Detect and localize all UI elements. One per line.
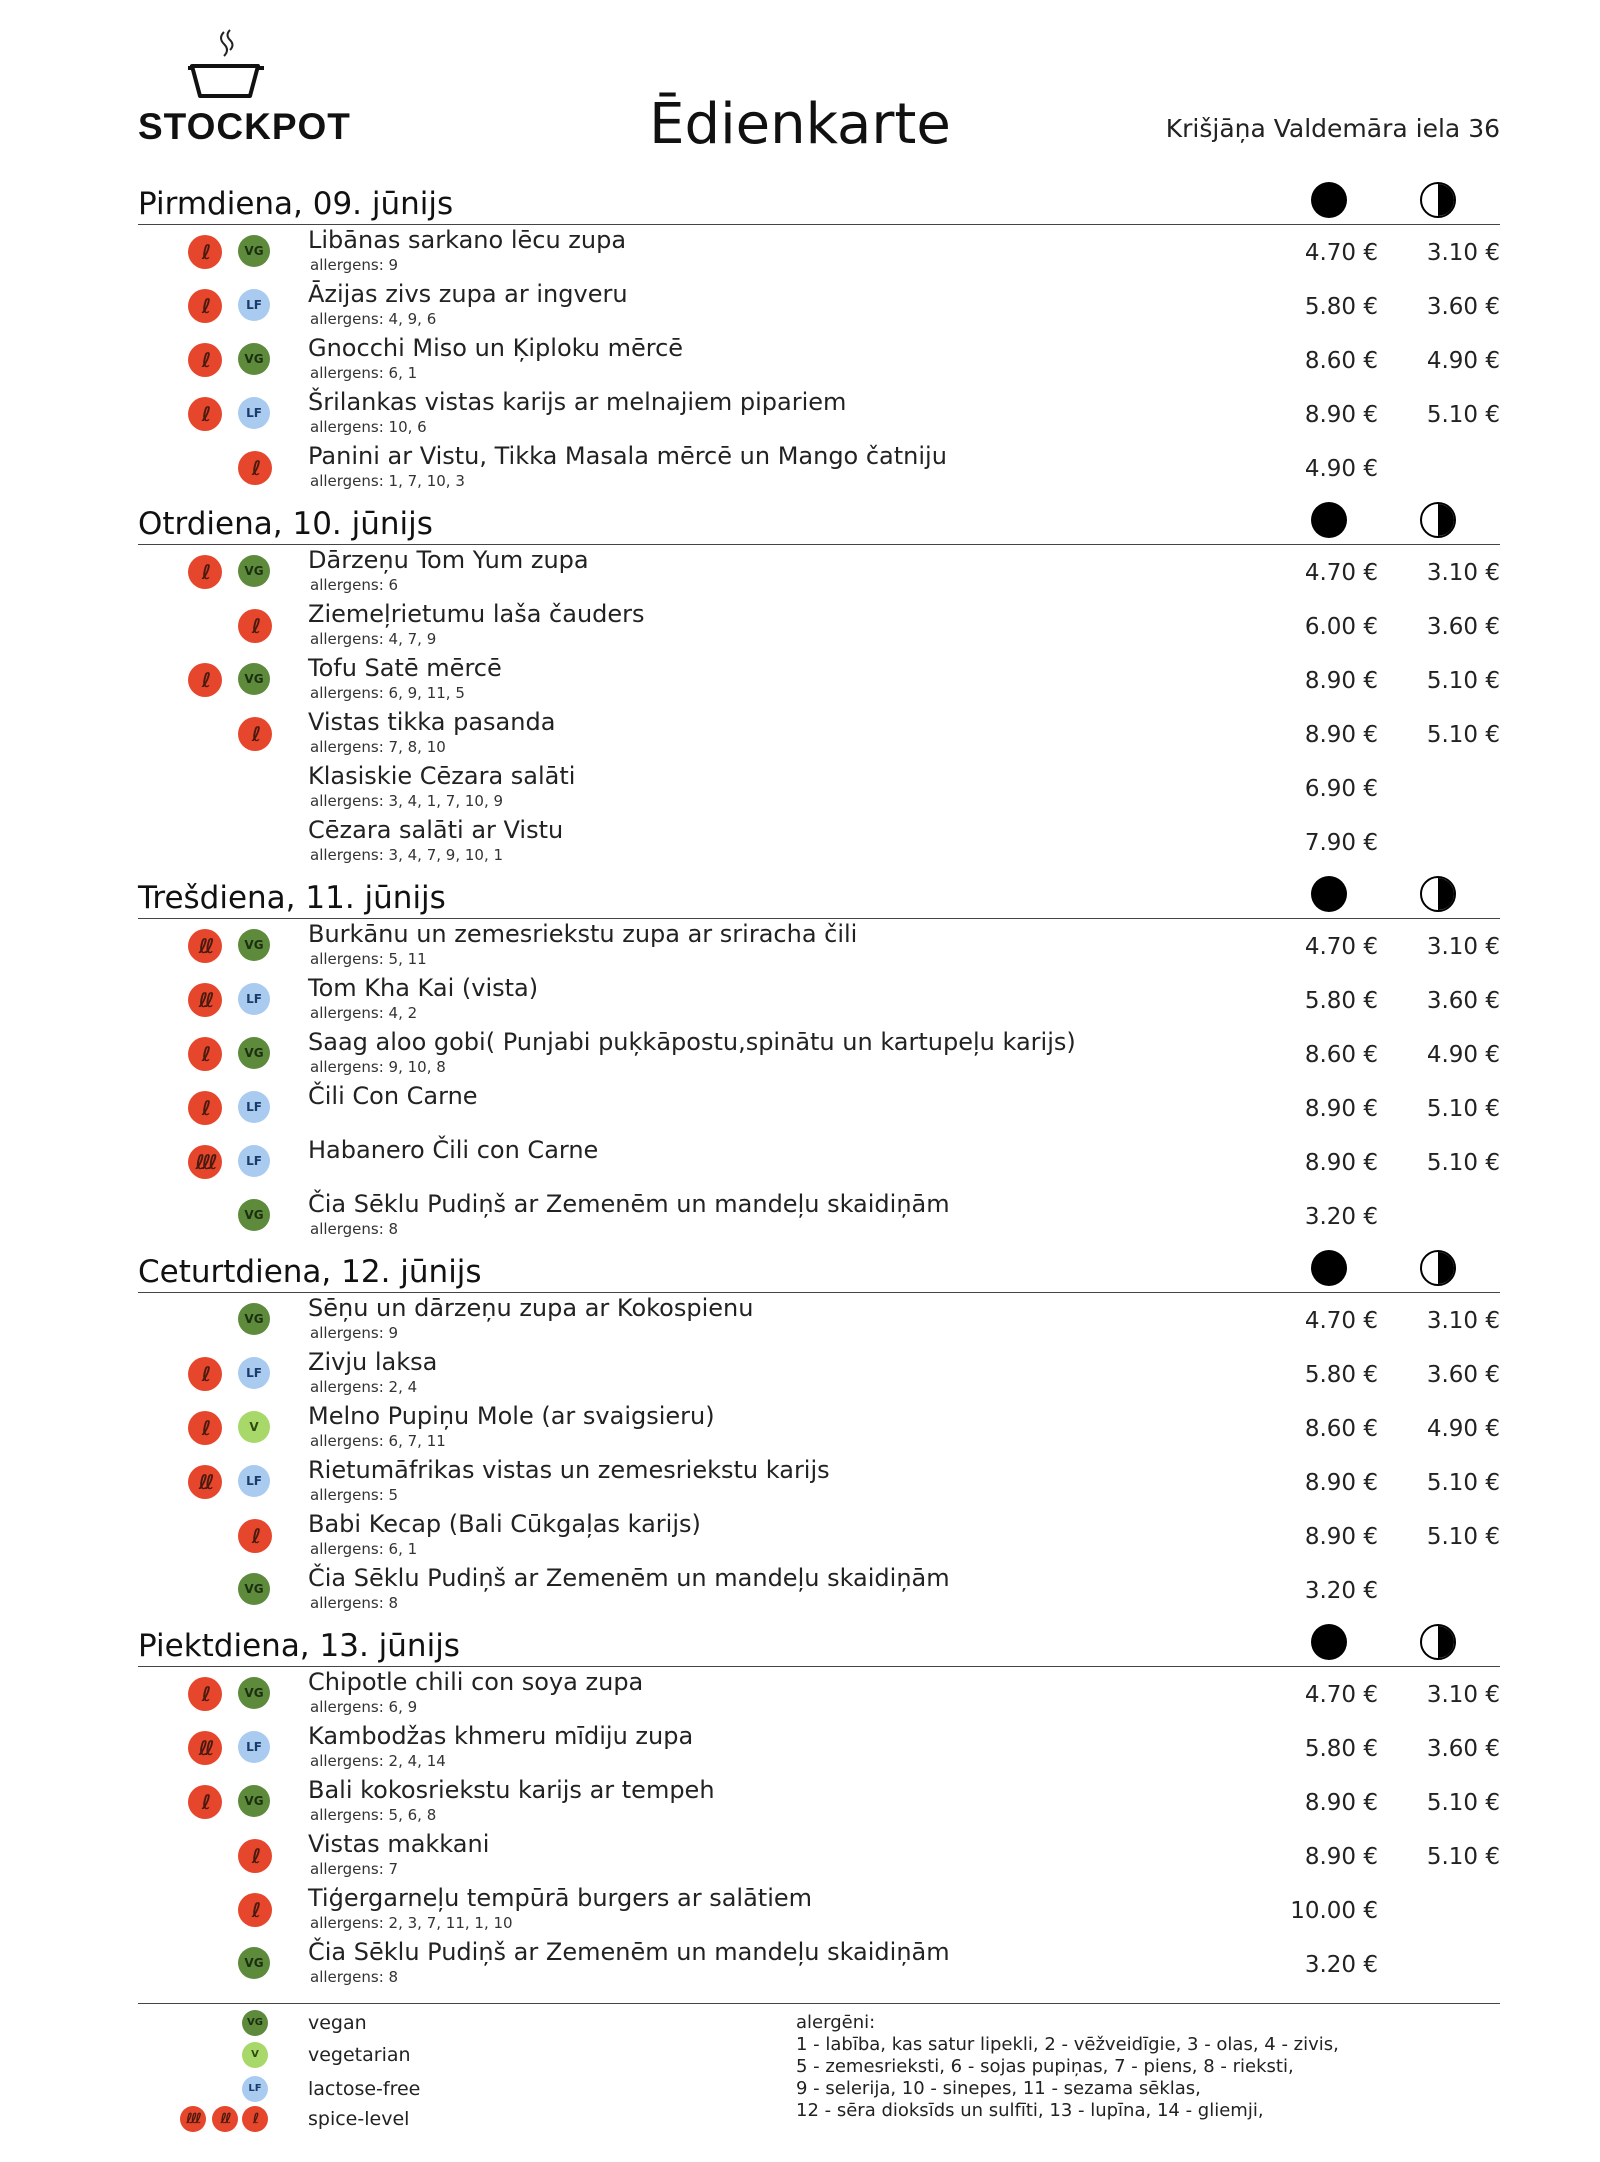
- price-full: 8.90 €: [1304, 1150, 1378, 1176]
- item-allergens: allergens: 2, 3, 7, 11, 1, 10: [310, 1914, 513, 1932]
- vegan-badge-icon: VG: [242, 2010, 268, 2036]
- chili-level-1-icon: ℓ: [188, 1785, 222, 1819]
- item-name: Sēņu un dārzeņu zupa ar Kokospienu: [308, 1294, 754, 1322]
- half-portion-icon: [1420, 182, 1456, 218]
- item-icons: [188, 343, 288, 377]
- item-allergens: allergens: 8: [310, 1968, 399, 1986]
- lactose-free-badge-icon: LF: [238, 1731, 270, 1763]
- item-icons: [188, 929, 288, 963]
- chili-level-2-icon: ℓℓ: [188, 929, 222, 963]
- day-title: Trešdiena, 11. jūnijs: [138, 880, 446, 916]
- menu-item: [138, 1722, 1500, 1780]
- chili-level-1-icon: ℓ: [188, 1357, 222, 1391]
- price-half: 5.10 €: [1426, 1470, 1500, 1496]
- item-icons: [188, 1411, 288, 1445]
- price-full: 8.90 €: [1304, 1790, 1378, 1816]
- item-name: Tofu Satē mērcē: [308, 654, 502, 682]
- price-full: 8.90 €: [1304, 668, 1378, 694]
- item-icons: [188, 663, 288, 697]
- lactose-free-badge-icon: LF: [238, 1145, 270, 1177]
- half-portion-icon: [1420, 1624, 1456, 1660]
- item-name: Rietumāfrikas vistas un zemesriekstu karijs: [308, 1456, 830, 1484]
- menu-item: [138, 708, 1500, 766]
- item-icons: [188, 235, 288, 269]
- price-full: 8.90 €: [1304, 1096, 1378, 1122]
- item-name: Bali kokosriekstu karijs ar tempeh: [308, 1776, 715, 1804]
- lactose-free-badge-icon: LF: [238, 983, 270, 1015]
- item-name: Šrilankas vistas karijs ar melnajiem pipariem: [308, 388, 847, 416]
- item-icons: [188, 1947, 288, 1981]
- menu-item: [138, 1082, 1500, 1140]
- price-half: 5.10 €: [1426, 1844, 1500, 1870]
- day-section: [138, 1622, 1500, 1986]
- item-icons: [188, 825, 288, 859]
- vegan-badge-icon: VG: [238, 343, 270, 375]
- price-full: 8.90 €: [1304, 1844, 1378, 1870]
- menu-item: [138, 1668, 1500, 1726]
- half-portion-icon: [1420, 1250, 1456, 1286]
- legend-spice-level: [138, 2106, 538, 2136]
- price-full: 3.20 €: [1304, 1952, 1378, 1978]
- item-name: Cēzara salāti ar Vistu: [308, 816, 564, 844]
- price-full: 8.60 €: [1304, 348, 1378, 374]
- price-full: 6.90 €: [1304, 776, 1378, 802]
- price-half: 3.10 €: [1426, 1682, 1500, 1708]
- item-name: Habanero Čili con Carne: [308, 1136, 599, 1164]
- day-section: [138, 1248, 1500, 1612]
- price-full: 4.70 €: [1304, 560, 1378, 586]
- menu-item: [138, 334, 1500, 392]
- item-name: Libānas sarkano lēcu zupa: [308, 226, 627, 254]
- price-full: 3.20 €: [1304, 1204, 1378, 1230]
- full-portion-icon: [1311, 1624, 1347, 1660]
- legend-label: vegan: [308, 2012, 367, 2034]
- vegetarian-badge-icon: V: [238, 1411, 270, 1443]
- price-half: 5.10 €: [1426, 1096, 1500, 1122]
- item-allergens: allergens: 3, 4, 1, 7, 10, 9: [310, 792, 504, 810]
- vegan-badge-icon: VG: [238, 555, 270, 587]
- lactose-free-badge-icon: LF: [242, 2076, 268, 2102]
- menu-item: [138, 1564, 1500, 1622]
- item-icons: [188, 1893, 288, 1927]
- day-title: Ceturtdiena, 12. jūnijs: [138, 1254, 482, 1290]
- chili-level-1-icon: ℓ: [238, 609, 272, 643]
- price-full: 4.70 €: [1304, 1682, 1378, 1708]
- price-half: 5.10 €: [1426, 668, 1500, 694]
- chili-level-1-icon: ℓ: [188, 1091, 222, 1125]
- item-name: Āzijas zivs zupa ar ingveru: [308, 280, 628, 308]
- item-name: Melno Pupiņu Mole (ar svaigsieru): [308, 1402, 715, 1430]
- menu-item: [138, 1028, 1500, 1086]
- price-half: 3.10 €: [1426, 240, 1500, 266]
- price-full: 4.70 €: [1304, 1308, 1378, 1334]
- vegan-badge-icon: VG: [238, 1785, 270, 1817]
- item-allergens: allergens: 4, 9, 6: [310, 310, 437, 328]
- allergen-key: [796, 2012, 1396, 2122]
- price-half: 5.10 €: [1426, 1524, 1500, 1550]
- day-header: [138, 500, 1500, 545]
- price-half: 5.10 €: [1426, 402, 1500, 428]
- chili-level-1-icon: ℓ: [242, 2106, 268, 2132]
- item-allergens: allergens: 9: [310, 256, 399, 274]
- chili-level-1-icon: ℓ: [188, 1037, 222, 1071]
- half-portion-icon: [1420, 502, 1456, 538]
- vegan-badge-icon: VG: [238, 663, 270, 695]
- item-allergens: allergens: 4, 7, 9: [310, 630, 437, 648]
- vegetarian-badge-icon: V: [242, 2042, 268, 2068]
- price-half: 3.60 €: [1426, 614, 1500, 640]
- item-icons: [188, 1731, 288, 1765]
- day-title: Otrdiena, 10. jūnijs: [138, 506, 433, 542]
- item-allergens: allergens: 6, 9, 11, 5: [310, 684, 465, 702]
- address: Krišjāņa Valdemāra iela 36: [1165, 114, 1500, 143]
- page-title: Ēdienkarte: [649, 92, 951, 157]
- chili-level-1-icon: ℓ: [188, 555, 222, 589]
- legend: [138, 2010, 538, 2160]
- item-icons: [188, 1785, 288, 1819]
- allergen-key-line: 1 - labība, kas satur lipekli, 2 - vēžveidīgie, 3 - olas, 4 - zivis,: [796, 2034, 1339, 2055]
- menu-item: [138, 1136, 1500, 1194]
- chili-level-1-icon: ℓ: [188, 663, 222, 697]
- item-icons: [188, 1357, 288, 1391]
- item-allergens: allergens: 10, 6: [310, 418, 427, 436]
- menu-item: [138, 442, 1500, 500]
- item-name: Klasiskie Cēzara salāti: [308, 762, 576, 790]
- item-allergens: allergens: 6, 1: [310, 1540, 418, 1558]
- allergen-key-line: 12 - sēra dioksīds un sulfīti, 13 - lupīna, 14 - gliemji,: [796, 2100, 1264, 2121]
- item-name: Saag aloo gobi( Punjabi puķkāpostu,spinātu un kartupeļu karijs): [308, 1028, 1076, 1056]
- item-name: Zivju laksa: [308, 1348, 438, 1376]
- item-allergens: allergens: 6, 1: [310, 364, 418, 382]
- day-header: [138, 874, 1500, 919]
- legend-vegan: [138, 2010, 538, 2040]
- item-icons: [188, 717, 288, 751]
- price-half: 5.10 €: [1426, 1790, 1500, 1816]
- item-name: Panini ar Vistu, Tikka Masala mērcē un Mango čatniju: [308, 442, 947, 470]
- lactose-free-badge-icon: LF: [238, 397, 270, 429]
- lactose-free-badge-icon: LF: [238, 1357, 270, 1389]
- price-half: 3.10 €: [1426, 934, 1500, 960]
- vegan-badge-icon: VG: [238, 235, 270, 267]
- price-full: 10.00 €: [1290, 1898, 1378, 1924]
- menu-item: [138, 226, 1500, 284]
- day-section: [138, 180, 1500, 490]
- price-half: 3.60 €: [1426, 1736, 1500, 1762]
- price-full: 8.60 €: [1304, 1416, 1378, 1442]
- chili-level-1-icon: ℓ: [188, 397, 222, 431]
- item-allergens: allergens: 9: [310, 1324, 399, 1342]
- item-name: Čia Sēklu Pudiņš ar Zemenēm un mandeļu skaidiņām: [308, 1190, 950, 1218]
- full-portion-icon: [1311, 876, 1347, 912]
- item-icons: [188, 983, 288, 1017]
- menu-item: [138, 1938, 1500, 1996]
- legend-label: vegetarian: [308, 2044, 411, 2066]
- item-icons: [188, 771, 288, 805]
- chili-level-2-icon: ℓℓ: [212, 2106, 238, 2132]
- item-icons: [188, 1037, 288, 1071]
- price-half: 4.90 €: [1426, 1416, 1500, 1442]
- menu-item: [138, 1510, 1500, 1568]
- item-allergens: allergens: 2, 4: [310, 1378, 418, 1396]
- menu-item: [138, 1402, 1500, 1460]
- menu-item: [138, 1456, 1500, 1514]
- day-title: Pirmdiena, 09. jūnijs: [138, 186, 454, 222]
- lactose-free-badge-icon: LF: [238, 289, 270, 321]
- item-name: Dārzeņu Tom Yum zupa: [308, 546, 589, 574]
- item-allergens: allergens: 9, 10, 8: [310, 1058, 446, 1076]
- vegan-badge-icon: VG: [238, 1677, 270, 1709]
- item-icons: [188, 609, 288, 643]
- item-name: Babi Kecap (Bali Cūkgaļas karijs): [308, 1510, 701, 1538]
- item-allergens: allergens: 4, 2: [310, 1004, 418, 1022]
- item-name: Vistas tikka pasanda: [308, 708, 556, 736]
- price-half: 4.90 €: [1426, 348, 1500, 374]
- menu-item: [138, 974, 1500, 1032]
- chili-level-1-icon: ℓ: [188, 1677, 222, 1711]
- menu-item: [138, 600, 1500, 658]
- item-allergens: allergens: 6, 7, 11: [310, 1432, 446, 1450]
- lactose-free-badge-icon: LF: [238, 1091, 270, 1123]
- item-allergens: allergens: 2, 4, 14: [310, 1752, 446, 1770]
- chili-level-1-icon: ℓ: [238, 1519, 272, 1553]
- chili-level-2-icon: ℓℓ: [188, 1465, 222, 1499]
- full-portion-icon: [1311, 502, 1347, 538]
- chili-level-1-icon: ℓ: [188, 1411, 222, 1445]
- item-allergens: allergens: 7, 8, 10: [310, 738, 446, 756]
- price-full: 8.90 €: [1304, 402, 1378, 428]
- item-icons: [188, 1839, 288, 1873]
- chili-level-2-icon: ℓℓ: [188, 983, 222, 1017]
- price-full: 8.90 €: [1304, 1470, 1378, 1496]
- item-allergens: allergens: 5, 6, 8: [310, 1806, 437, 1824]
- half-portion-icon: [1420, 876, 1456, 912]
- legend-label: lactose-free: [308, 2078, 421, 2100]
- chili-level-1-icon: ℓ: [188, 343, 222, 377]
- day-header: [138, 1248, 1500, 1293]
- chili-level-3-icon: ℓℓℓ: [188, 1145, 222, 1179]
- price-full: 5.80 €: [1304, 1736, 1378, 1762]
- price-half: 3.10 €: [1426, 560, 1500, 586]
- menu-item: [138, 816, 1500, 874]
- menu-item: [138, 920, 1500, 978]
- full-portion-icon: [1311, 182, 1347, 218]
- chili-level-3-icon: ℓℓℓ: [180, 2106, 206, 2132]
- allergen-key-line: 5 - zemesrieksti, 6 - sojas pupiņas, 7 - piens, 8 - rieksti,: [796, 2056, 1294, 2077]
- item-icons: [188, 451, 288, 485]
- item-name: Chipotle chili con soya zupa: [308, 1668, 644, 1696]
- menu-item: [138, 1190, 1500, 1248]
- allergen-key-title: alergēni:: [796, 2012, 876, 2033]
- vegan-badge-icon: VG: [238, 1573, 270, 1605]
- item-name: Čia Sēklu Pudiņš ar Zemenēm un mandeļu skaidiņām: [308, 1564, 950, 1592]
- legend-label: spice-level: [308, 2108, 410, 2130]
- item-allergens: allergens: 8: [310, 1220, 399, 1238]
- menu-item: [138, 388, 1500, 446]
- item-allergens: allergens: 5, 11: [310, 950, 427, 968]
- day-section: [138, 874, 1500, 1238]
- item-icons: [188, 1199, 288, 1233]
- price-full: 4.90 €: [1304, 456, 1378, 482]
- chili-level-1-icon: ℓ: [238, 451, 272, 485]
- lactose-free-badge-icon: LF: [238, 1465, 270, 1497]
- price-full: 4.70 €: [1304, 934, 1378, 960]
- item-icons: [188, 1145, 288, 1179]
- price-full: 6.00 €: [1304, 614, 1378, 640]
- vegan-badge-icon: VG: [238, 929, 270, 961]
- chili-level-1-icon: ℓ: [188, 235, 222, 269]
- item-name: Burkānu un zemesriekstu zupa ar sriracha čili: [308, 920, 858, 948]
- item-name: Čia Sēklu Pudiņš ar Zemenēm un mandeļu skaidiņām: [308, 1938, 950, 1966]
- price-full: 8.60 €: [1304, 1042, 1378, 1068]
- item-icons: [188, 1519, 288, 1553]
- price-full: 8.90 €: [1304, 1524, 1378, 1550]
- day-section: [138, 500, 1500, 864]
- chili-level-1-icon: ℓ: [238, 1839, 272, 1873]
- price-half: 5.10 €: [1426, 1150, 1500, 1176]
- item-allergens: allergens: 6: [310, 576, 399, 594]
- item-allergens: allergens: 6, 9: [310, 1698, 418, 1716]
- menu-item: [138, 1884, 1500, 1942]
- price-half: 3.60 €: [1426, 294, 1500, 320]
- legend-vegetarian: [138, 2042, 538, 2072]
- item-icons: [188, 1573, 288, 1607]
- day-title: Piektdiena, 13. jūnijs: [138, 1628, 460, 1664]
- price-full: 3.20 €: [1304, 1578, 1378, 1604]
- item-allergens: allergens: 8: [310, 1594, 399, 1612]
- menu-item: [138, 1776, 1500, 1834]
- item-name: Kambodžas khmeru mīdiju zupa: [308, 1722, 694, 1750]
- legend-lactose-free: [138, 2076, 538, 2106]
- menu-item: [138, 762, 1500, 820]
- menu-item: [138, 1830, 1500, 1888]
- price-half: 4.90 €: [1426, 1042, 1500, 1068]
- menu-item: [138, 1294, 1500, 1352]
- brand-name: STOCKPOT: [138, 106, 351, 147]
- menu-item: [138, 280, 1500, 338]
- day-header: [138, 180, 1500, 225]
- menu-item: [138, 1348, 1500, 1406]
- price-full: 5.80 €: [1304, 294, 1378, 320]
- chili-level-1-icon: ℓ: [238, 717, 272, 751]
- chili-level-1-icon: ℓ: [188, 289, 222, 323]
- item-icons: [188, 555, 288, 589]
- price-full: 5.80 €: [1304, 1362, 1378, 1388]
- price-full: 7.90 €: [1304, 830, 1378, 856]
- price-half: 3.60 €: [1426, 1362, 1500, 1388]
- vegan-badge-icon: VG: [238, 1303, 270, 1335]
- vegan-badge-icon: VG: [238, 1947, 270, 1979]
- item-name: Ziemeļrietumu laša čauders: [308, 600, 645, 628]
- item-allergens: allergens: 1, 7, 10, 3: [310, 472, 465, 490]
- item-icons: [188, 397, 288, 431]
- item-name: Tiģergarneļu tempūrā burgers ar salātiem: [308, 1884, 813, 1912]
- item-name: Tom Kha Kai (vista): [308, 974, 539, 1002]
- allergen-key-line: 9 - selerija, 10 - sinepes, 11 - sezama sēklas,: [796, 2078, 1201, 2099]
- full-portion-icon: [1311, 1250, 1347, 1286]
- price-half: 5.10 €: [1426, 722, 1500, 748]
- price-full: 8.90 €: [1304, 722, 1378, 748]
- item-icons: [188, 289, 288, 323]
- item-name: Gnocchi Miso un Ķiploku mērcē: [308, 334, 684, 362]
- item-allergens: allergens: 3, 4, 7, 9, 10, 1: [310, 846, 504, 864]
- vegan-badge-icon: VG: [238, 1199, 270, 1231]
- day-header: [138, 1622, 1500, 1667]
- item-name: Čili Con Carne: [308, 1082, 478, 1110]
- item-icons: [188, 1465, 288, 1499]
- item-icons: [188, 1677, 288, 1711]
- item-allergens: allergens: 5: [310, 1486, 399, 1504]
- item-icons: [188, 1303, 288, 1337]
- price-half: 3.10 €: [1426, 1308, 1500, 1334]
- item-allergens: allergens: 7: [310, 1860, 399, 1878]
- price-full: 4.70 €: [1304, 240, 1378, 266]
- menu-item: [138, 546, 1500, 604]
- chili-level-1-icon: ℓ: [238, 1893, 272, 1927]
- price-half: 3.60 €: [1426, 988, 1500, 1014]
- price-full: 5.80 €: [1304, 988, 1378, 1014]
- chili-level-2-icon: ℓℓ: [188, 1731, 222, 1765]
- footer-divider: [138, 2003, 1500, 2004]
- item-name: Vistas makkani: [308, 1830, 490, 1858]
- vegan-badge-icon: VG: [238, 1037, 270, 1069]
- item-icons: [188, 1091, 288, 1125]
- menu-item: [138, 654, 1500, 712]
